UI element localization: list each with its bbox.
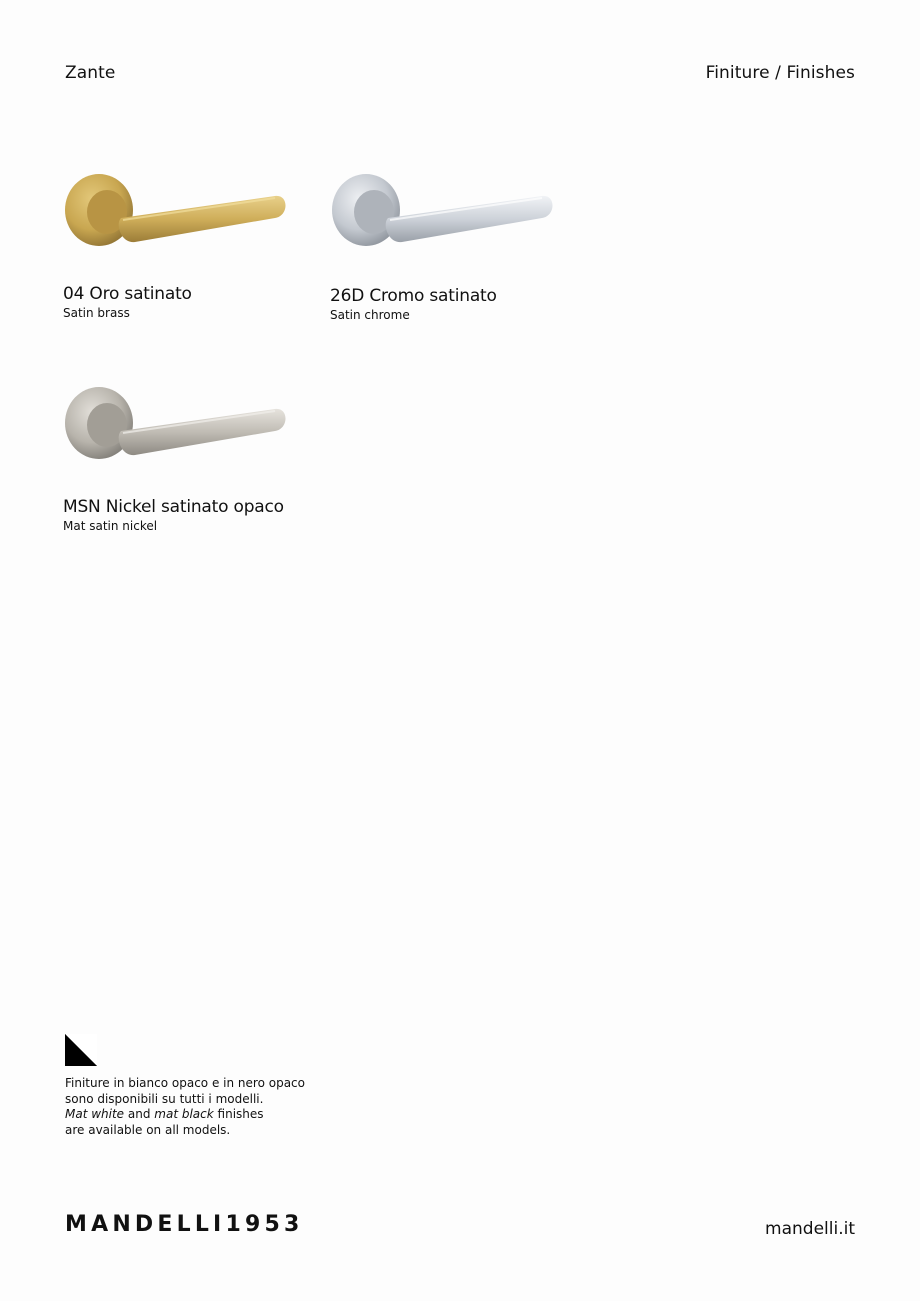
finish-name: 04 Oro satinato (63, 284, 192, 304)
black-white-finish-icon (65, 1034, 97, 1066)
and-text: and (124, 1107, 155, 1121)
finish-item-satin-chrome (330, 170, 570, 322)
section-title: Finiture / Finishes (705, 63, 855, 83)
finishes-text: finishes (213, 1107, 264, 1121)
door-handle-chrome-image (330, 170, 556, 250)
finish-item-satin-brass (63, 170, 303, 320)
finish-subtitle: Satin chrome (330, 308, 410, 322)
website-link[interactable]: mandelli.it (765, 1219, 855, 1239)
mat-black-text: mat black (154, 1107, 214, 1121)
brand-logo: MANDELLI1953 (65, 1212, 304, 1237)
mat-white-text: Mat white (65, 1107, 125, 1121)
door-handle-brass-image (63, 170, 289, 250)
finishes-availability-note (65, 1076, 305, 1138)
page-title: Zante (65, 63, 116, 83)
note-line-2: sono disponibili su tutti i modelli. (65, 1091, 264, 1106)
door-handle-nickel-image (63, 383, 289, 463)
finish-subtitle: Mat satin nickel (63, 519, 158, 533)
finish-name: 26D Cromo satinato (330, 286, 497, 306)
finish-name: MSN Nickel satinato opaco (63, 497, 284, 517)
note-line-4: are available on all models. (65, 1122, 231, 1137)
note-line-1: Finiture in bianco opaco e in nero opaco (65, 1076, 305, 1090)
finish-subtitle: Satin brass (63, 306, 130, 320)
note-line-3 (65, 1107, 305, 1123)
finish-item-mat-satin-nickel (63, 383, 303, 533)
